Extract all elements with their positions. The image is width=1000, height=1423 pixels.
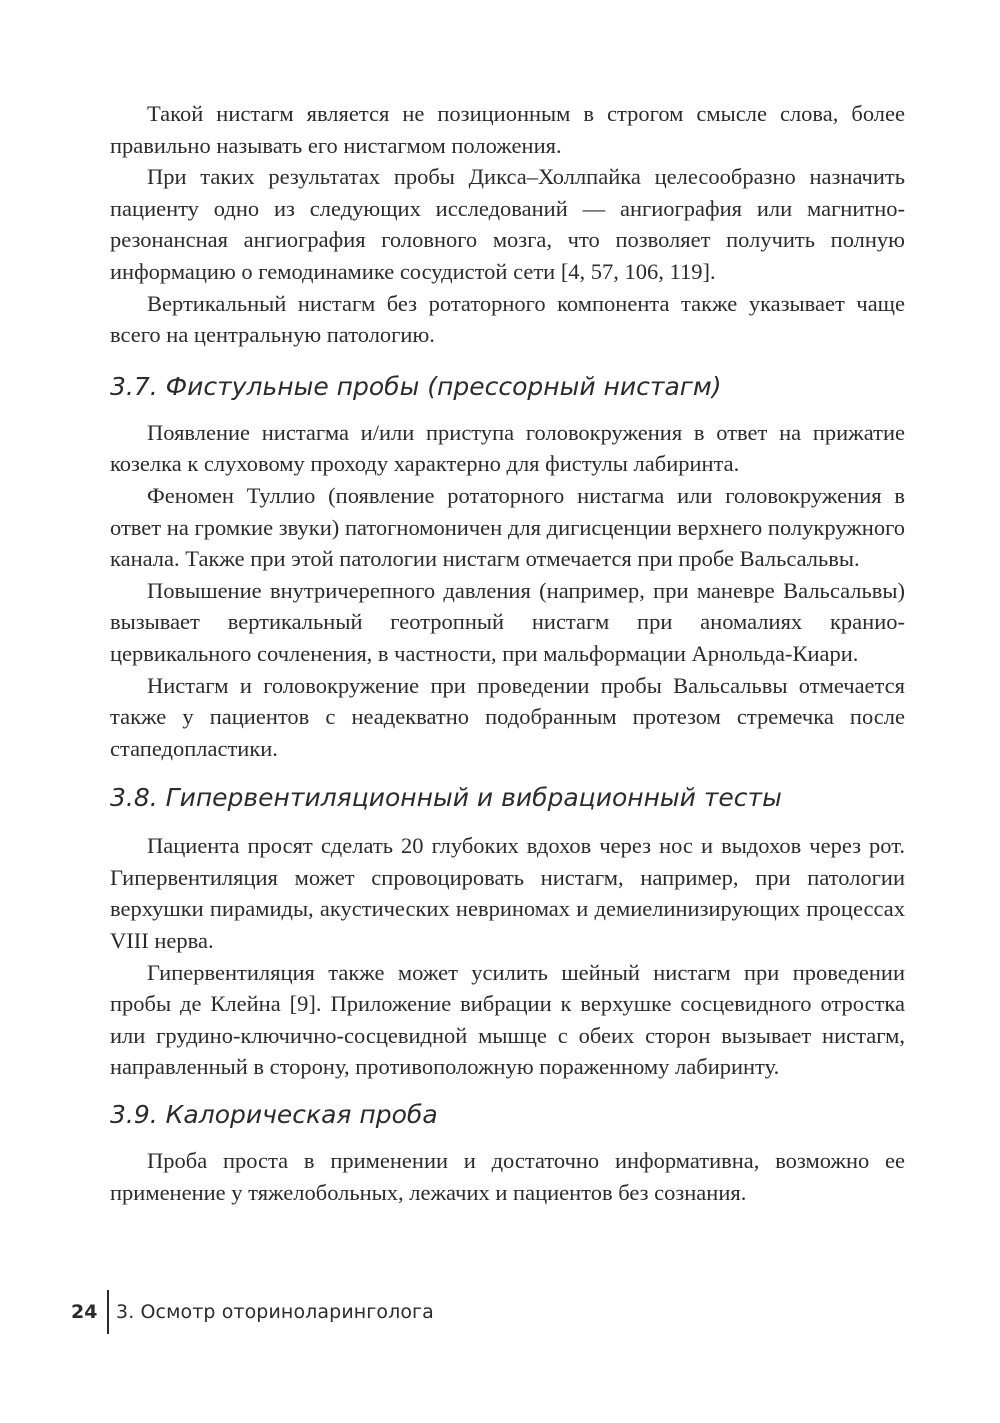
paragraph: Гипервентиляция также может усилить шейный нистагм при проведении пробы де Клейна [9]. Приложение вибрации к верхушке сосцевидного отростка или грудино-ключично-сосцевидной мышце с обеих сторон вызывает нистагм, направленный в сторону, противоположную пораженному лабиринту. (110, 959, 905, 1080)
paragraph: Появление нистагма и/или приступа головокружения в ответ на прижатие козелка к слуховому проходу характерно для фистулы лабиринта. (110, 419, 905, 477)
footer-divider (107, 1290, 109, 1334)
paragraph: Нистагм и головокружение при проведении пробы Вальсальвы отмечается также у пациентов с неадекватно подобранным протезом стремечка после стапедопластики. (110, 672, 905, 761)
paragraph: Проба проста в применении и достаточно информативна, возможно ее применение у тяжелобольных, лежачих и пациентов без сознания. (110, 1148, 905, 1205)
paragraph: Повышение внутричерепного давления (например, при маневре Вальсальвы) вызывает вертикальный геотропный нистагм при аномалиях кранио-цервикального сочленения, в частности, при мальформации Арнольда-Киари. (110, 577, 905, 666)
page-body (110, 98, 905, 1208)
section-heading-3-8: 3.8. Гипервентиляционный и вибрационный тесты (110, 783, 782, 813)
section-heading-3-7: 3.7. Фистульные пробы (прессорный нистагм) (110, 371, 722, 401)
paragraph: Пациента просят сделать 20 глубоких вдохов через нос и выдохов через рот. Гипервентиляция может спровоцировать нистагм, например, при патологии верхушки пирамиды, акустических невриномах и демиелинизирующих процессах VIII нерва. (110, 833, 905, 954)
paragraph: Феномен Туллио (появление ротаторного нистагма или головокружения в ответ на громкие звуки) патогномоничен для дигисценции верхнего полукружного канала. Также при этой патологии нистагм отмечается при пробе Вальсальвы. (110, 482, 905, 572)
section-heading-3-9: 3.9. Калорическая проба (110, 1100, 438, 1130)
page-number: 24 (71, 1301, 98, 1323)
page-footer (71, 1290, 434, 1334)
paragraph: Вертикальный нистагм без ротаторного компонента также указывает чаще всего на центральную патологию. (110, 290, 905, 348)
paragraph: Такой нистагм является не позиционным в строгом смысле слова, более правильно называть его нистагмом положения. (110, 101, 905, 158)
paragraph: При таких результатах пробы Дикса–Холлпайка целесообразно назначить пациенту одно из следующих исследований — ангиография или магнитно-резонансная ангиография головного мозга, что позволяет получить полную информацию о гемодинамике сосудистой сети [4, 57, 106, 119]. (110, 164, 905, 284)
running-title: 3. Осмотр оториноларинголога (116, 1301, 434, 1323)
